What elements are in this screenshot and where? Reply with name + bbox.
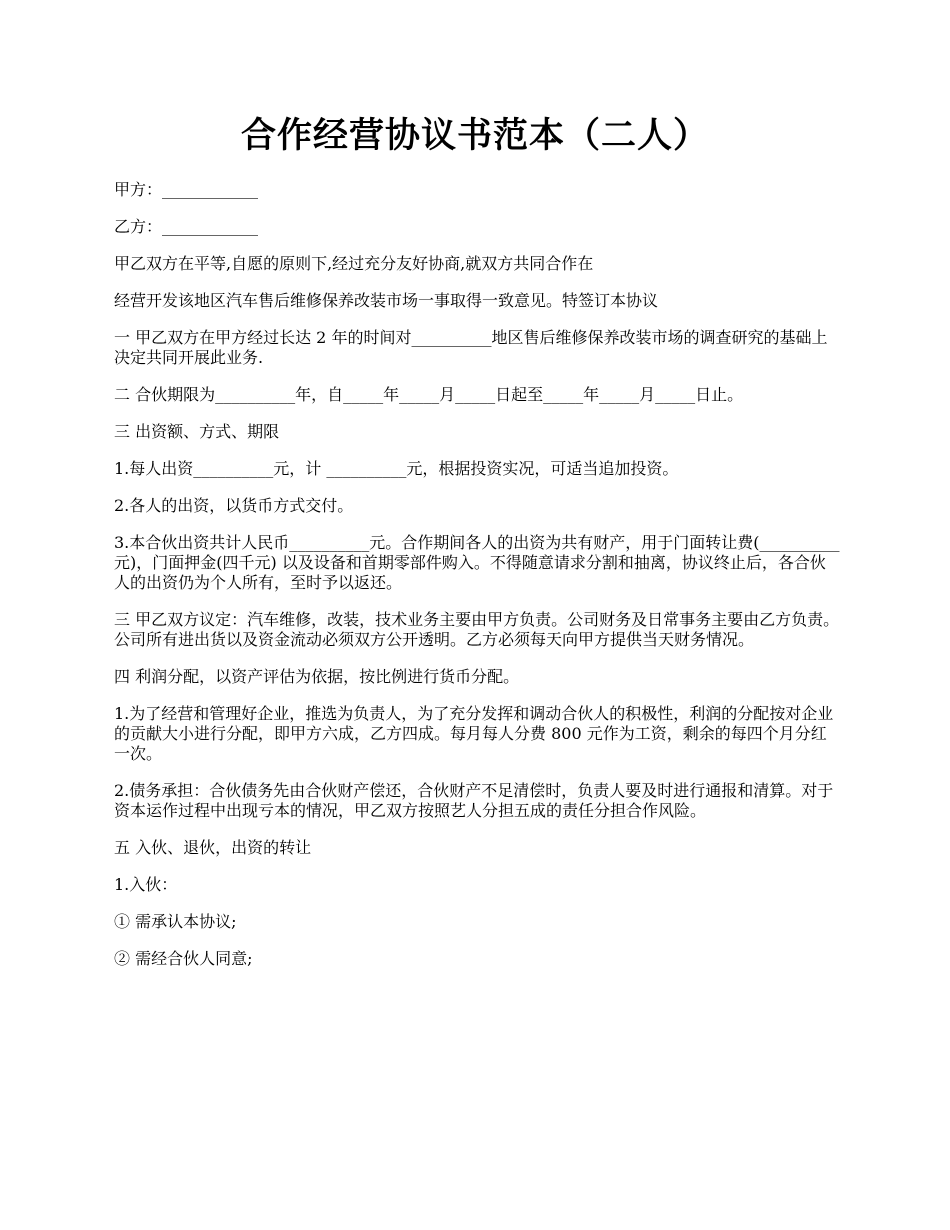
paragraph-preamble-1: 甲乙双方在平等,自愿的原则下,经过充分友好协商,就双方共同合作在	[114, 254, 594, 273]
document-title: 合作经营协议书范本（二人）	[240, 115, 709, 156]
paragraph-party-a: 甲方：____________	[114, 180, 259, 199]
paragraph-clause-5-sub-2: ② 需经合伙人同意;	[114, 949, 253, 968]
paragraph-clause-3b: 三 甲乙双方议定：汽车维修，改装，技术业务主要由甲方负责。公司财务及日常事务主要由乙方负责。公司所有进出货以及资金流动必须双方公开透明。乙方必须每天向甲方提供当天财务情况。	[114, 610, 840, 649]
paragraph-clause-4-item-2: 2.债务承担：合伙债务先由合伙财产偿还，合伙财产不足清偿时，负责人要及时进行通报和清算。对于资本运作过程中出现亏本的情况，甲乙双方按照艺人分担五成的责任分担合作风险。	[114, 781, 834, 820]
paragraph-clause-4-heading: 四 利润分配，以资产评估为依据，按比例进行货币分配。	[114, 667, 520, 686]
paragraph-clause-3-heading: 三 出资额、方式、期限	[114, 422, 280, 441]
paragraph-clause-1: 一 甲乙双方在甲方经过长达 2 年的时间对__________地区售后维修保养改装市场的调查研究的基础上决定共同开展此业务.	[114, 328, 828, 367]
paragraph-clause-5-sub-1: ① 需承认本协议;	[114, 912, 237, 931]
paragraph-clause-3-item-3: 3.本合伙出资共计人民币__________元。合作期间各人的出资为共有财产，用于门面转让费(__________元)，门面押金(四千元) 以及设备和首期零部件购入。不得随意请求分割和抽离，协议终止后，各合伙人的出资仍为个人所有，至时予以返还。	[114, 533, 840, 592]
paragraph-clause-5-item-1: 1.入伙：	[114, 875, 178, 894]
paragraph-party-b: 乙方：____________	[114, 217, 259, 236]
paragraph-clause-5-heading: 五 入伙、退伙，出资的转让	[114, 838, 312, 857]
paragraph-clause-4-item-1: 1.为了经营和管理好企业，推选为负责人，为了充分发挥和调动合伙人的积极性，利润的分配按对企业的贡献大小进行分配，即甲方六成，乙方四成。每月每人分费 800 元作为工资，剩余的每四个月分红一次。	[114, 704, 834, 763]
paragraph-clause-2: 二 合伙期限为__________年，自_____年_____月_____日起至_____年_____月_____日止。	[114, 385, 744, 404]
paragraph-clause-3-item-2: 2.各人的出资，以货币方式交付。	[114, 496, 354, 515]
paragraph-clause-3-item-1: 1.每人出资__________元，计 __________元，根据投资实况，可适当追加投资。	[114, 459, 679, 478]
paragraph-preamble-2: 经营开发该地区汽车售后维修保养改装市场一事取得一致意见。特签订本协议	[114, 291, 659, 310]
document-body	[114, 180, 840, 986]
